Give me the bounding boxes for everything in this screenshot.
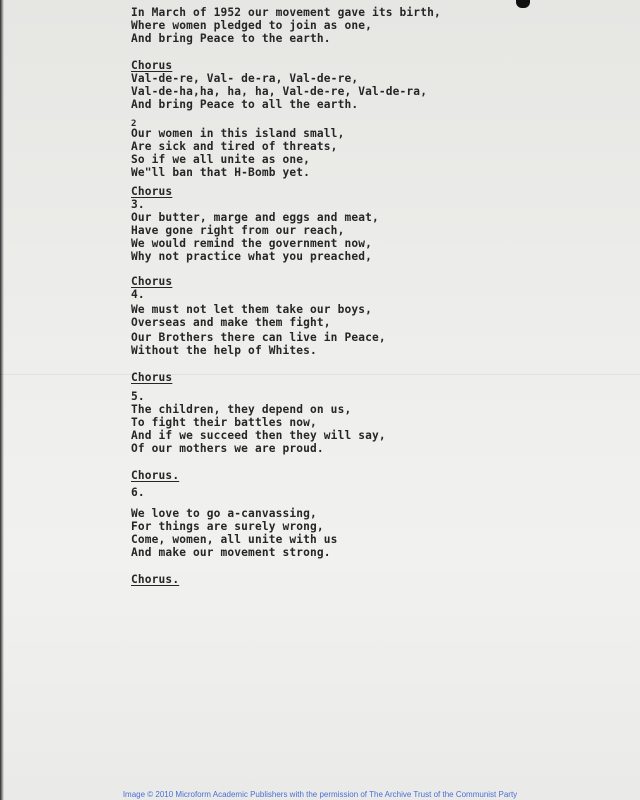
verse-5-line-4: Of our mothers we are proud. xyxy=(131,442,324,455)
chorus-line-3: And bring Peace to all the earth. xyxy=(131,98,359,111)
verse-5-line-2: To fight their battles now, xyxy=(131,416,317,429)
verse-5-line-1: The children, they depend on us, xyxy=(131,403,352,416)
chorus-ref-3: Chorus xyxy=(131,185,173,198)
verse-4-line-4: Without the help of Whites. xyxy=(131,344,317,357)
verse-2-line-4: We"ll ban that H-Bomb yet. xyxy=(131,166,311,179)
verse-6-number: 6. xyxy=(131,486,145,499)
copyright-footer: Image © 2010 Microform Academic Publishers with the permission of The Archive Trust of the Communist Party xyxy=(122,790,518,799)
final-chorus: Chorus. xyxy=(131,573,180,586)
verse-6-line-4: And make our movement strong. xyxy=(131,546,331,559)
verse-2-line-3: So if we all unite as one, xyxy=(131,153,311,166)
verse-5-line-3: And if we succeed then they will say, xyxy=(131,429,386,442)
chorus-ref-5: Chorus xyxy=(131,371,173,384)
verse-4-line-3: Our Brothers there can live in Peace, xyxy=(131,331,386,344)
verse-1-line-2: Where women pledged to join as one, xyxy=(131,19,372,32)
verse-3-line-3: We would remind the government now, xyxy=(131,237,372,250)
chorus-ref-6: Chorus. xyxy=(131,469,180,482)
verse-4-line-1: We must not let them take our boys, xyxy=(131,303,372,316)
verse-5-number: 5. xyxy=(131,390,145,403)
verse-2-line-2: Are sick and tired of threats, xyxy=(131,140,338,153)
verse-6-line-2: For things are surely wrong, xyxy=(131,520,324,533)
chorus-line-1: Val-de-re, Val- de-ra, Val-de-re, xyxy=(131,72,359,85)
chorus-ref-4: Chorus xyxy=(131,275,173,288)
verse-3-line-2: Have gone right from our reach, xyxy=(131,224,345,237)
verse-1-line-3: And bring Peace to the earth. xyxy=(131,32,331,45)
verse-3-line-1: Our butter, marge and eggs and meat, xyxy=(131,211,379,224)
verse-1-line-1: In March of 1952 our movement gave its birth, xyxy=(131,6,441,19)
verse-6-line-3: Come, women, all unite with us xyxy=(131,533,338,546)
verse-4-number: 4. xyxy=(131,288,145,301)
verse-2-line-1: Our women in this island small, xyxy=(131,127,345,140)
chorus-heading: Chorus xyxy=(131,59,173,72)
verse-2-number: 2 xyxy=(131,119,137,129)
verse-3-line-4: Why not practice what you preached, xyxy=(131,250,372,263)
song-text xyxy=(131,6,611,586)
verse-6-line-1: We love to go a-canvassing, xyxy=(131,507,317,520)
page-edge-shadow xyxy=(0,0,4,800)
verse-3-number: 3. xyxy=(131,198,145,211)
verse-4-line-2: Overseas and make them fight, xyxy=(131,316,331,329)
chorus-line-2: Val-de-ha,ha, ha, ha, Val-de-re, Val-de-ra, xyxy=(131,85,428,98)
